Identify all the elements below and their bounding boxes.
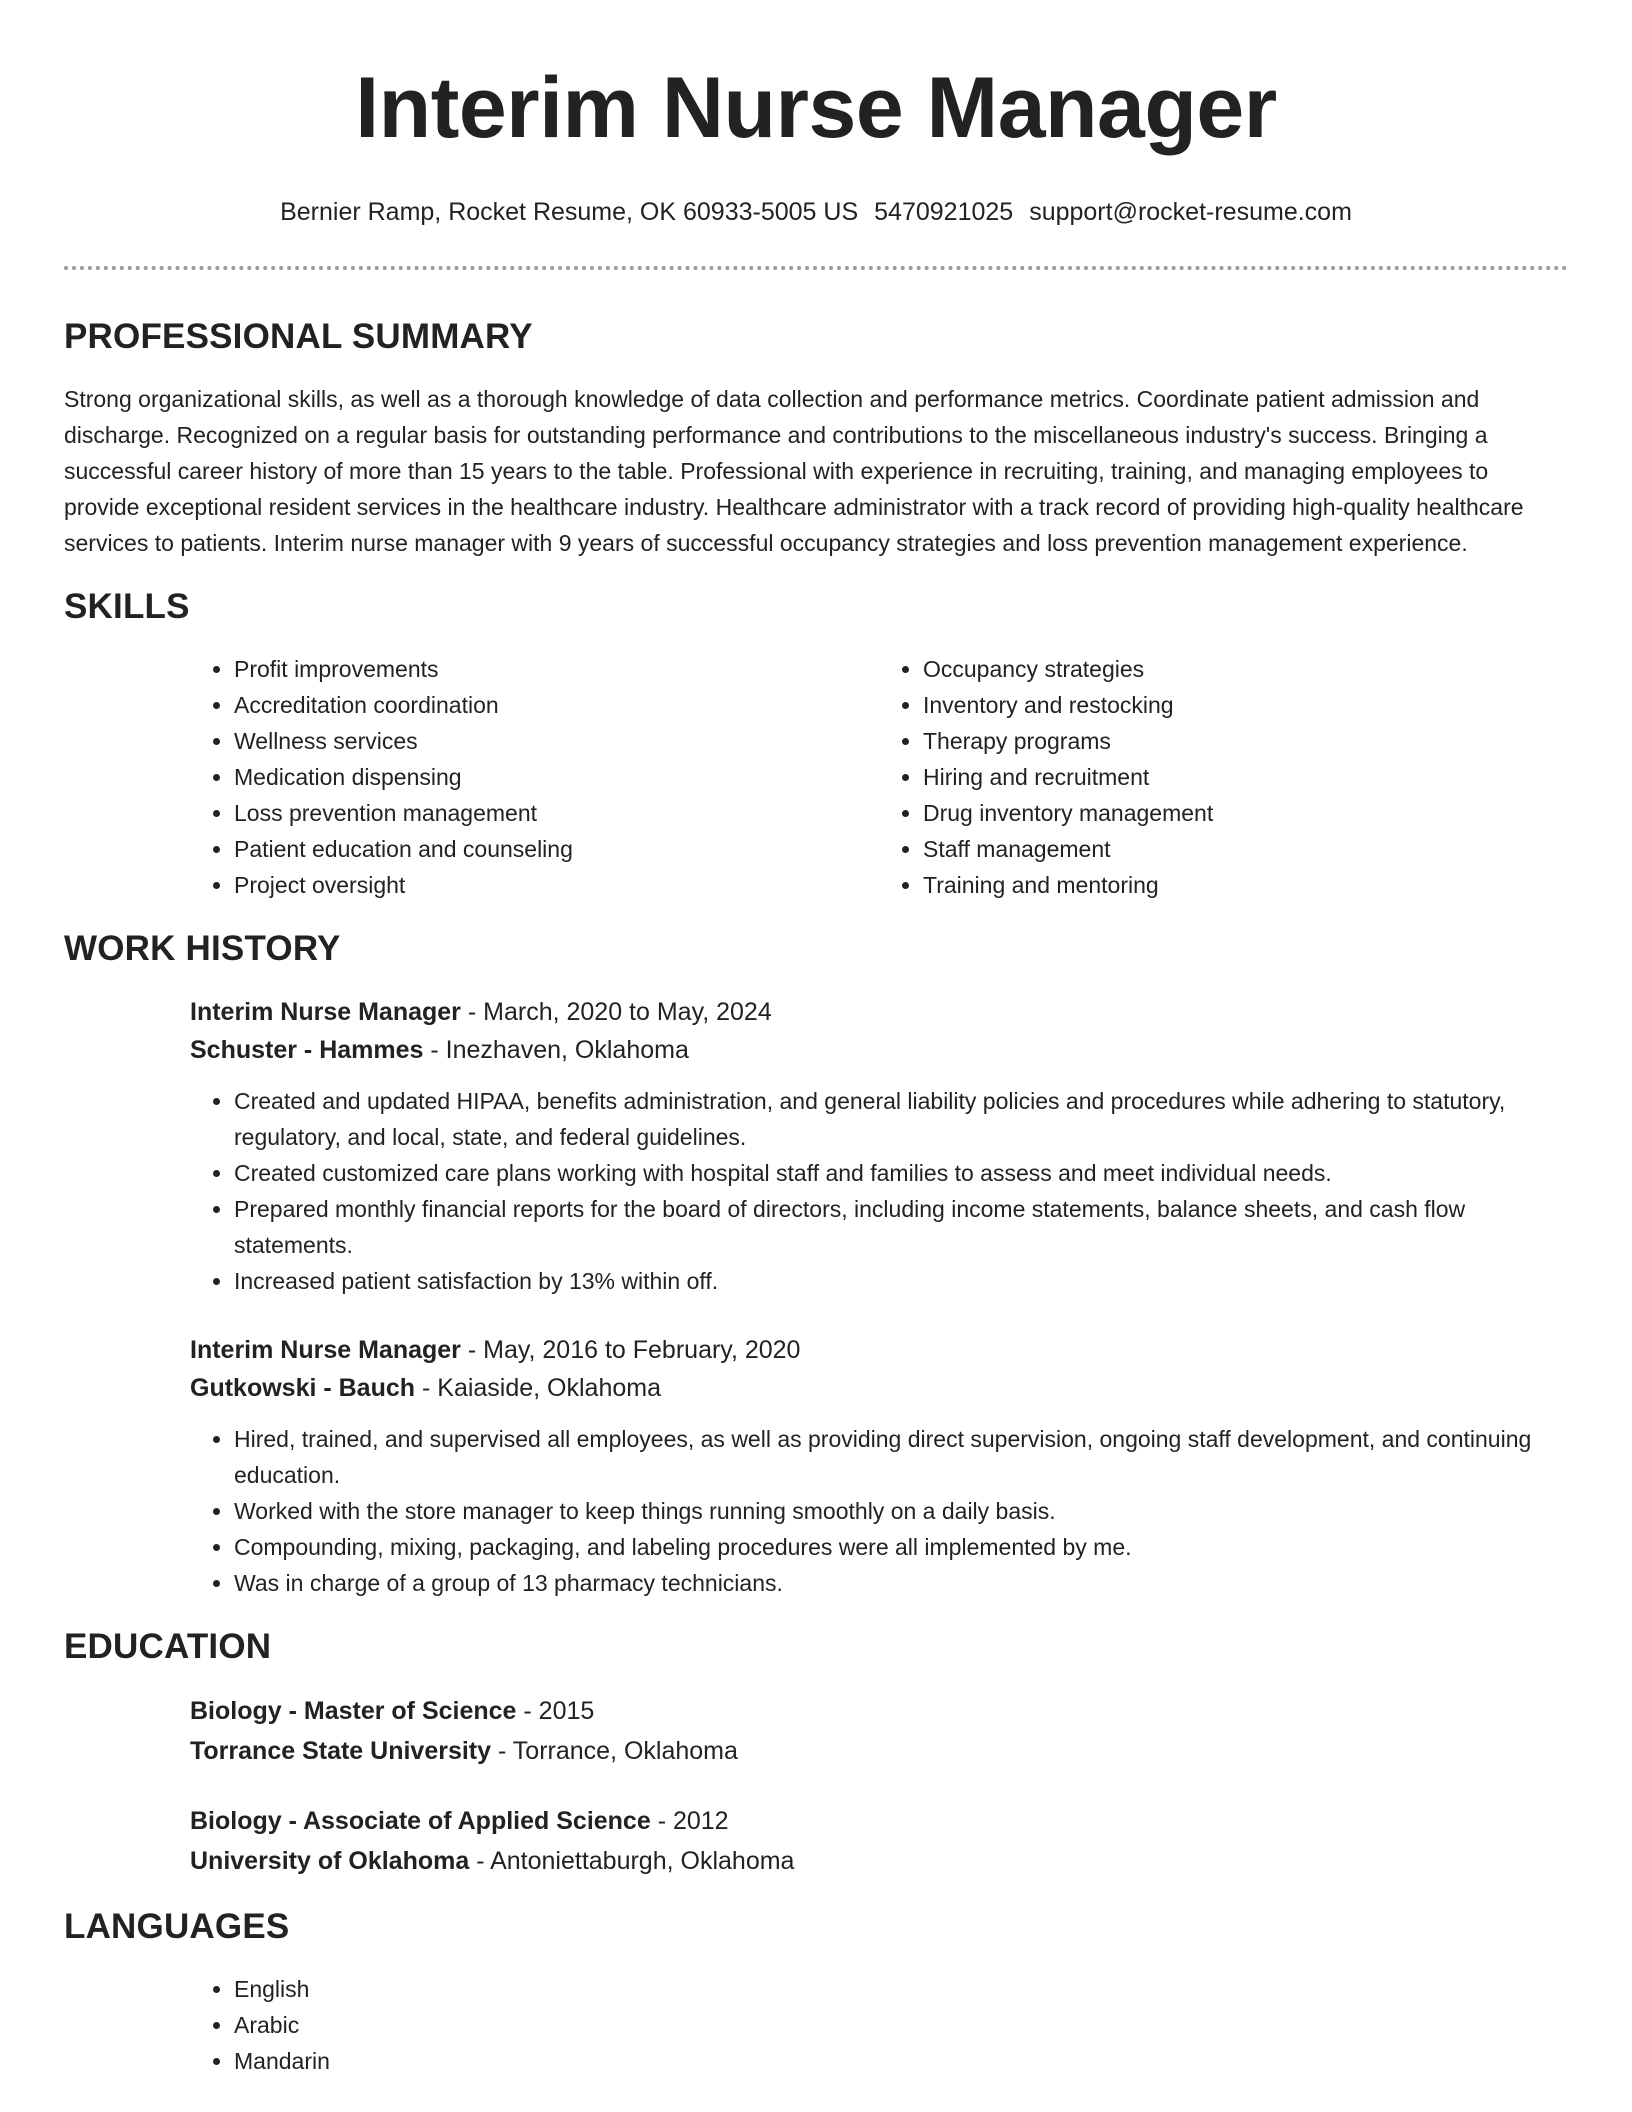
school-location: - Torrance, Oklahoma (491, 1737, 738, 1765)
summary-section (64, 315, 1568, 561)
degree-line (190, 1801, 1568, 1841)
job-company-line (190, 1031, 1568, 1069)
skill-item: • Medication dispensing (234, 759, 879, 795)
header-divider (64, 266, 1568, 270)
job-bullet: • Compounding, mixing, packaging, and labeling procedures were all implemented by me. (234, 1529, 1568, 1565)
skills-right-column (879, 651, 1568, 903)
summary-text: Strong organizational skills, as well as a thorough knowledge of data collection and performance metrics. Coordinate patient admission and discharge. Recognized on a regular basis for outstanding performance and contributions to the miscellaneous industry's success. Bringing a successful career history of more than 15 years to the table. Professional with experience in recruiting, training, and managing employees to provide exceptional resident services in the healthcare industry. Healthcare administrator with a track record of providing high-quality healthcare services to patients. Interim nurse manager with 9 years of successful occupancy strategies and loss prevention management experience. (64, 386, 1524, 556)
job-dates: - May, 2016 to February, 2020 (460, 1336, 801, 1364)
resume-page (64, 0, 1568, 2079)
skills-left-column (190, 651, 879, 903)
job-bullet: • Worked with the store manager to keep things running smoothly on a daily basis. (234, 1493, 1568, 1529)
job-role: Interim Nurse Manager (190, 1336, 461, 1364)
skills-section (64, 585, 1568, 903)
job-title-line (190, 993, 1568, 1031)
skill-item: • Training and mentoring (923, 867, 1568, 903)
resume-header (64, 58, 1568, 270)
job-bullet: • Prepared monthly financial reports for the board of directors, including income statements, balance sheets, and cash flow statements. (234, 1191, 1568, 1263)
education-heading: EDUCATION (64, 1627, 272, 1666)
languages-heading: LANGUAGES (64, 1907, 290, 1946)
skill-item: • Loss prevention management (234, 795, 879, 831)
language-item: • English (234, 1971, 1568, 2007)
job-company-line (190, 1369, 1568, 1407)
job-bullet: • Was in charge of a group of 13 pharmacy technicians. (234, 1565, 1568, 1601)
language-item: • Arabic (234, 2007, 1568, 2043)
skill-item: • Therapy programs (923, 723, 1568, 759)
education-entry (190, 1691, 1568, 1771)
school-line (190, 1841, 1568, 1881)
phone-text: 5470921025 (874, 198, 1014, 226)
skill-item: • Profit improvements (234, 651, 879, 687)
job-entry (190, 1331, 1568, 1601)
job-location: - Inezhaven, Oklahoma (423, 1036, 689, 1064)
job-bullet: • Created and updated HIPAA, benefits administration, and general liability policies and procedures while adhering to statutory, regulatory, and local, state, and federal guidelines. (234, 1083, 1568, 1155)
skill-item: • Accreditation coordination (234, 687, 879, 723)
skill-item: • Inventory and restocking (923, 687, 1568, 723)
address-text: Bernier Ramp, Rocket Resume, OK 60933-5005 US (280, 198, 859, 226)
skill-item: • Patient education and counseling (234, 831, 879, 867)
job-location: - Kaiaside, Oklahoma (415, 1374, 661, 1402)
job-dates: - March, 2020 to May, 2024 (460, 998, 772, 1026)
degree: Biology - Associate of Applied Science (190, 1807, 651, 1835)
degree: Biology - Master of Science (190, 1697, 517, 1725)
skills-heading: SKILLS (64, 587, 190, 626)
job-bullet: • Increased patient satisfaction by 13% within off. (234, 1263, 1568, 1299)
language-item: • Mandarin (234, 2043, 1568, 2079)
job-company: Schuster - Hammes (190, 1036, 424, 1064)
job-bullet: • Created customized care plans working with hospital staff and families to assess and meet individual needs. (234, 1155, 1568, 1191)
candidate-name: Interim Nurse Manager (355, 60, 1277, 156)
job-bullets (190, 1421, 1568, 1601)
work-history-section (64, 927, 1568, 1601)
degree-line (190, 1691, 1568, 1731)
job-role: Interim Nurse Manager (190, 998, 461, 1026)
skill-item: • Staff management (923, 831, 1568, 867)
school-name: Torrance State University (190, 1737, 492, 1765)
job-bullet: • Hired, trained, and supervised all employees, as well as providing direct supervision, ongoing staff development, and continuing education. (234, 1421, 1568, 1493)
degree-year: - 2015 (516, 1697, 595, 1725)
school-line (190, 1731, 1568, 1771)
skill-item: • Occupancy strategies (923, 651, 1568, 687)
job-title-line (190, 1331, 1568, 1369)
education-section (64, 1625, 1568, 1881)
job-company: Gutkowski - Bauch (190, 1374, 416, 1402)
skills-grid (190, 651, 1568, 903)
work-history-heading: WORK HISTORY (64, 929, 341, 968)
skill-item: • Project oversight (234, 867, 879, 903)
skill-item: • Hiring and recruitment (923, 759, 1568, 795)
degree-year: - 2012 (650, 1807, 729, 1835)
school-location: - Antoniettaburgh, Oklahoma (469, 1847, 795, 1875)
summary-heading: PROFESSIONAL SUMMARY (64, 317, 533, 356)
languages-list (190, 1971, 1568, 2079)
job-bullets (190, 1083, 1568, 1299)
job-entry (190, 993, 1568, 1299)
skill-item: • Wellness services (234, 723, 879, 759)
education-entry (190, 1801, 1568, 1881)
skill-item: • Drug inventory management (923, 795, 1568, 831)
languages-section (64, 1905, 1568, 2079)
school-name: University of Oklahoma (190, 1847, 470, 1875)
email-text: support@rocket-resume.com (1029, 198, 1352, 226)
contact-line (64, 196, 1568, 228)
